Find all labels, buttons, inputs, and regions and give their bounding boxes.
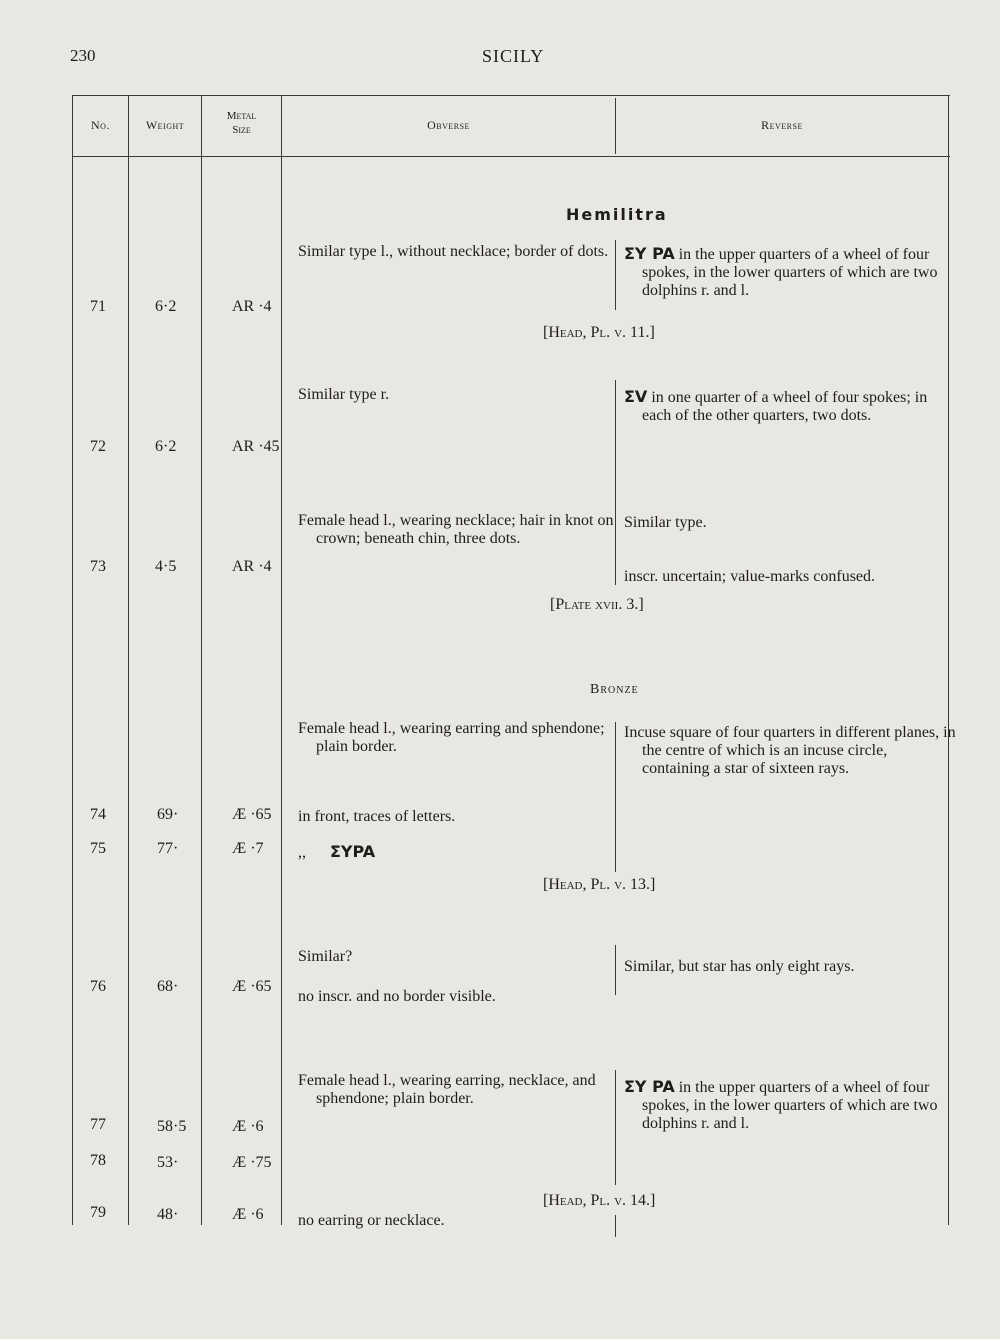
row-73-no: 73 — [90, 558, 106, 575]
row-73-metal: AR ·4 — [232, 558, 272, 575]
row-71-metal: AR ·4 — [232, 298, 272, 315]
obverse-76: Similar? — [298, 948, 353, 965]
reverse-71-text: in the upper quarters of a wheel of four spokes, in the lower quarters of which are two dolphins r. and l. — [642, 246, 938, 299]
reference-73: [Plate xvii. 3.] — [550, 596, 644, 613]
row-77-metal: Æ ·6 — [232, 1118, 264, 1135]
section-bronze: Bronze — [590, 682, 639, 697]
section-hemilitra: Hemilitra — [566, 205, 668, 224]
obverse-73: Female head l., wearing necklace; hair in knot on crown; beneath chin, three dots. — [298, 512, 614, 547]
running-head: SICILY — [482, 46, 545, 66]
row-72-metal: AR ·45 — [232, 438, 280, 455]
obverse-74-note: in front, traces of letters. — [298, 808, 456, 825]
col-rule-obverse-4 — [615, 945, 616, 995]
row-76-metal: Æ ·65 — [232, 978, 272, 995]
row-76-weight: 68· — [157, 978, 179, 995]
row-78-weight: 53· — [157, 1154, 179, 1171]
row-73-weight: 4·5 — [155, 558, 177, 575]
header-metal: Metal — [226, 110, 257, 122]
row-71-no: 71 — [90, 298, 106, 315]
col-rule-metal — [281, 95, 282, 1225]
reverse-77-inscription: ΣY PA — [624, 1077, 675, 1096]
row-75-weight: 77· — [157, 840, 179, 857]
reverse-73: Similar type. — [624, 514, 707, 531]
row-75-no: 75 — [90, 840, 106, 857]
row-78-metal: Æ ·75 — [232, 1154, 272, 1171]
row-71-weight: 6·2 — [155, 298, 177, 315]
row-76-no: 76 — [90, 978, 106, 995]
row-79-metal: Æ ·6 — [232, 1206, 264, 1223]
row-78-no: 78 — [90, 1152, 106, 1169]
reverse-73-note: inscr. uncertain; value-marks confused. — [624, 568, 876, 585]
reference-77-79: [Head, Pl. v. 14.] — [543, 1192, 656, 1209]
obverse-77-79: Female head l., wearing earring, necklace, and sphendone; plain border. — [298, 1072, 596, 1107]
col-rule-left — [72, 95, 73, 1225]
row-72-weight: 6·2 — [155, 438, 177, 455]
reference-71: [Head, Pl. v. 11.] — [543, 324, 655, 341]
row-72-no: 72 — [90, 438, 106, 455]
header-bottom-rule — [72, 156, 950, 157]
reverse-71 — [624, 245, 957, 300]
header-size: Size — [232, 124, 251, 136]
obverse-79-note: no earring or necklace. — [298, 1212, 445, 1229]
row-77-no: 77 — [90, 1116, 106, 1133]
reverse-74-75: Incuse square of four quarters in different planes, in the centre of which is an incuse circle, containing a star of sixteen rays. — [624, 724, 956, 777]
header-obverse: Obverse — [427, 118, 470, 132]
row-79-weight: 48· — [157, 1206, 179, 1223]
reverse-76: Similar, but star has only eight rays. — [624, 958, 855, 975]
reference-74-75: [Head, Pl. v. 13.] — [543, 876, 656, 893]
row-75-metal: Æ ·7 — [232, 840, 264, 857]
col-rule-weight — [201, 95, 202, 1225]
col-rule-obverse-2 — [615, 380, 616, 585]
header-weight: Weight — [145, 118, 185, 132]
reverse-72 — [624, 388, 957, 425]
obverse-75-inscription: ΣYPA — [330, 842, 376, 861]
table-top-rule — [72, 95, 950, 96]
reverse-77-text: in the upper quarters of a wheel of four spokes, in the lower quarters of which are two dolphins r. and l. — [642, 1079, 938, 1132]
obverse-74-75: Female head l., wearing earring and sphendone; plain border. — [298, 720, 605, 755]
reverse-72-inscription: ΣV — [624, 387, 648, 406]
obverse-71: Similar type l., without necklace; border of dots. — [298, 243, 609, 260]
obverse-75-ditto: ,, — [298, 844, 306, 861]
header-reverse: Reverse — [761, 118, 803, 132]
col-rule-obverse-6 — [615, 1215, 616, 1237]
obverse-72: Similar type r. — [298, 386, 390, 403]
header-no: No. — [91, 118, 110, 132]
reverse-71-inscription: ΣY PA — [624, 244, 675, 263]
row-79-no: 79 — [90, 1204, 106, 1221]
reverse-77-79 — [624, 1078, 957, 1133]
reverse-72-text: in one quarter of a wheel of four spokes; in each of the other quarters, two dots. — [642, 389, 928, 424]
row-74-no: 74 — [90, 806, 106, 823]
page-number: 230 — [70, 46, 96, 65]
row-74-weight: 69· — [157, 806, 179, 823]
obverse-76-note: no inscr. and no border visible. — [298, 988, 496, 1005]
row-74-metal: Æ ·65 — [232, 806, 272, 823]
col-rule-obverse-5 — [615, 1070, 616, 1185]
row-77-weight: 58·5 — [157, 1118, 187, 1135]
col-rule-no — [128, 95, 129, 1225]
